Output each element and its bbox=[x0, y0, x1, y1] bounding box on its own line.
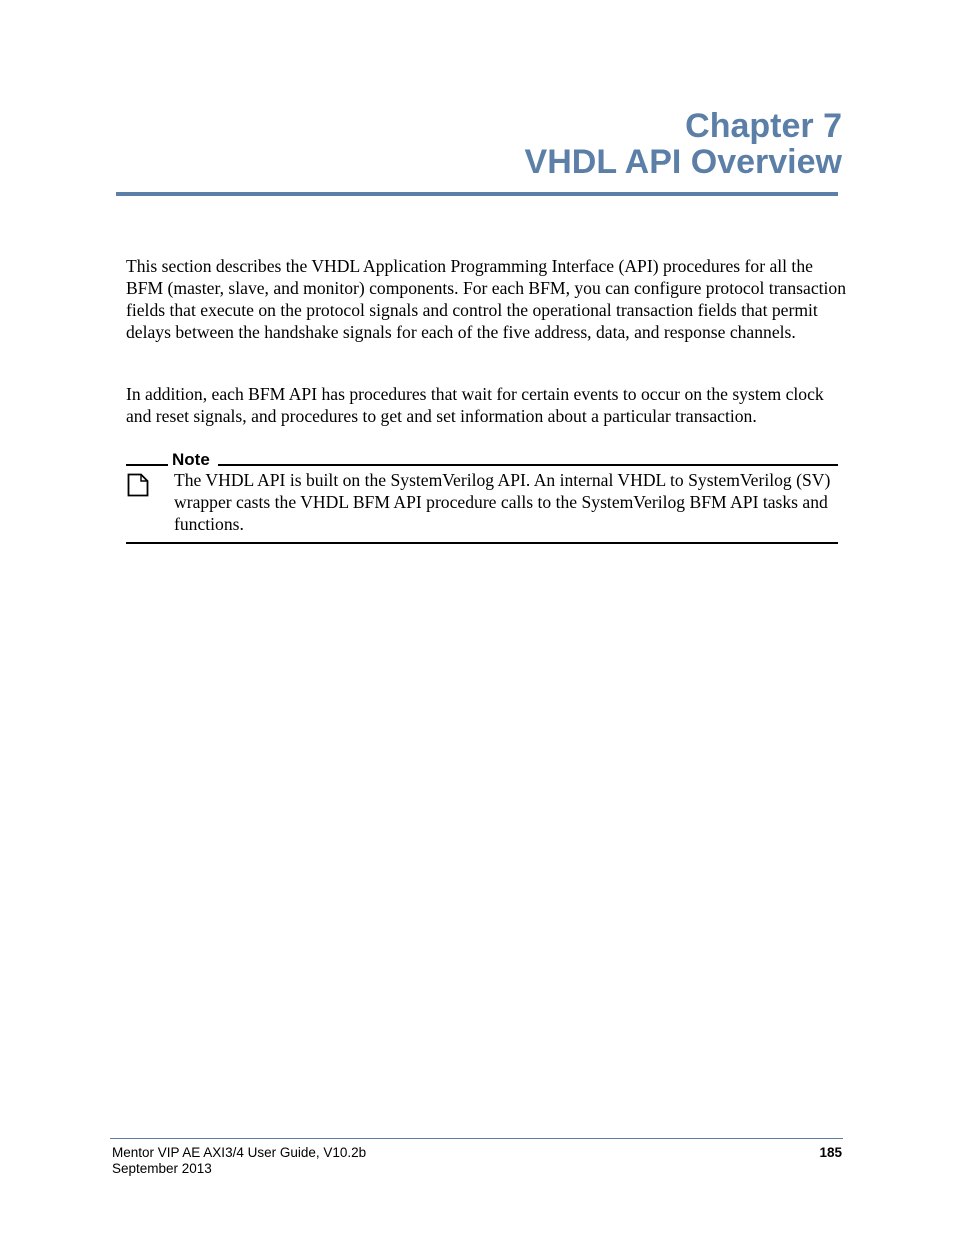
chapter-title: VHDL API Overview bbox=[524, 143, 842, 181]
chapter-heading bbox=[525, 108, 842, 180]
footer-guide-title: Mentor VIP AE AXI3/4 User Guide, V10.2b bbox=[112, 1145, 367, 1160]
body-paragraph: In addition, each BFM API has procedures that wait for certain events to occur on the system clock and reset signals, and procedures to get and set information about a particular transaction. bbox=[126, 384, 824, 426]
footer-date: September 2013 bbox=[112, 1161, 212, 1176]
body-paragraph: This section describes the VHDL Application Programming Interface (API) procedures for all the BFM (master, slave, and monitor) components. For each BFM, you can configure protocol transaction fields that execute on the protocol signals and control the operational transaction fields that permit delays between the handshake signals for each of the five address, data, and response channels. bbox=[126, 256, 846, 342]
note-label: Note bbox=[172, 450, 210, 469]
chapter-label: Chapter 7 bbox=[685, 107, 842, 145]
page-number: 185 bbox=[819, 1145, 842, 1160]
note-rule-top-left bbox=[126, 464, 168, 466]
note-text: The VHDL API is built on the SystemVerilog API. An internal VHDL to SystemVerilog (SV) wrapper casts the VHDL BFM API procedure calls to the SystemVerilog BFM API tasks and functions. bbox=[174, 470, 831, 534]
note-page-icon bbox=[127, 473, 149, 497]
note-rule-top-right bbox=[218, 464, 838, 466]
footer-rule bbox=[110, 1138, 843, 1139]
note-rule-bottom bbox=[126, 542, 838, 544]
chapter-rule bbox=[116, 192, 838, 196]
